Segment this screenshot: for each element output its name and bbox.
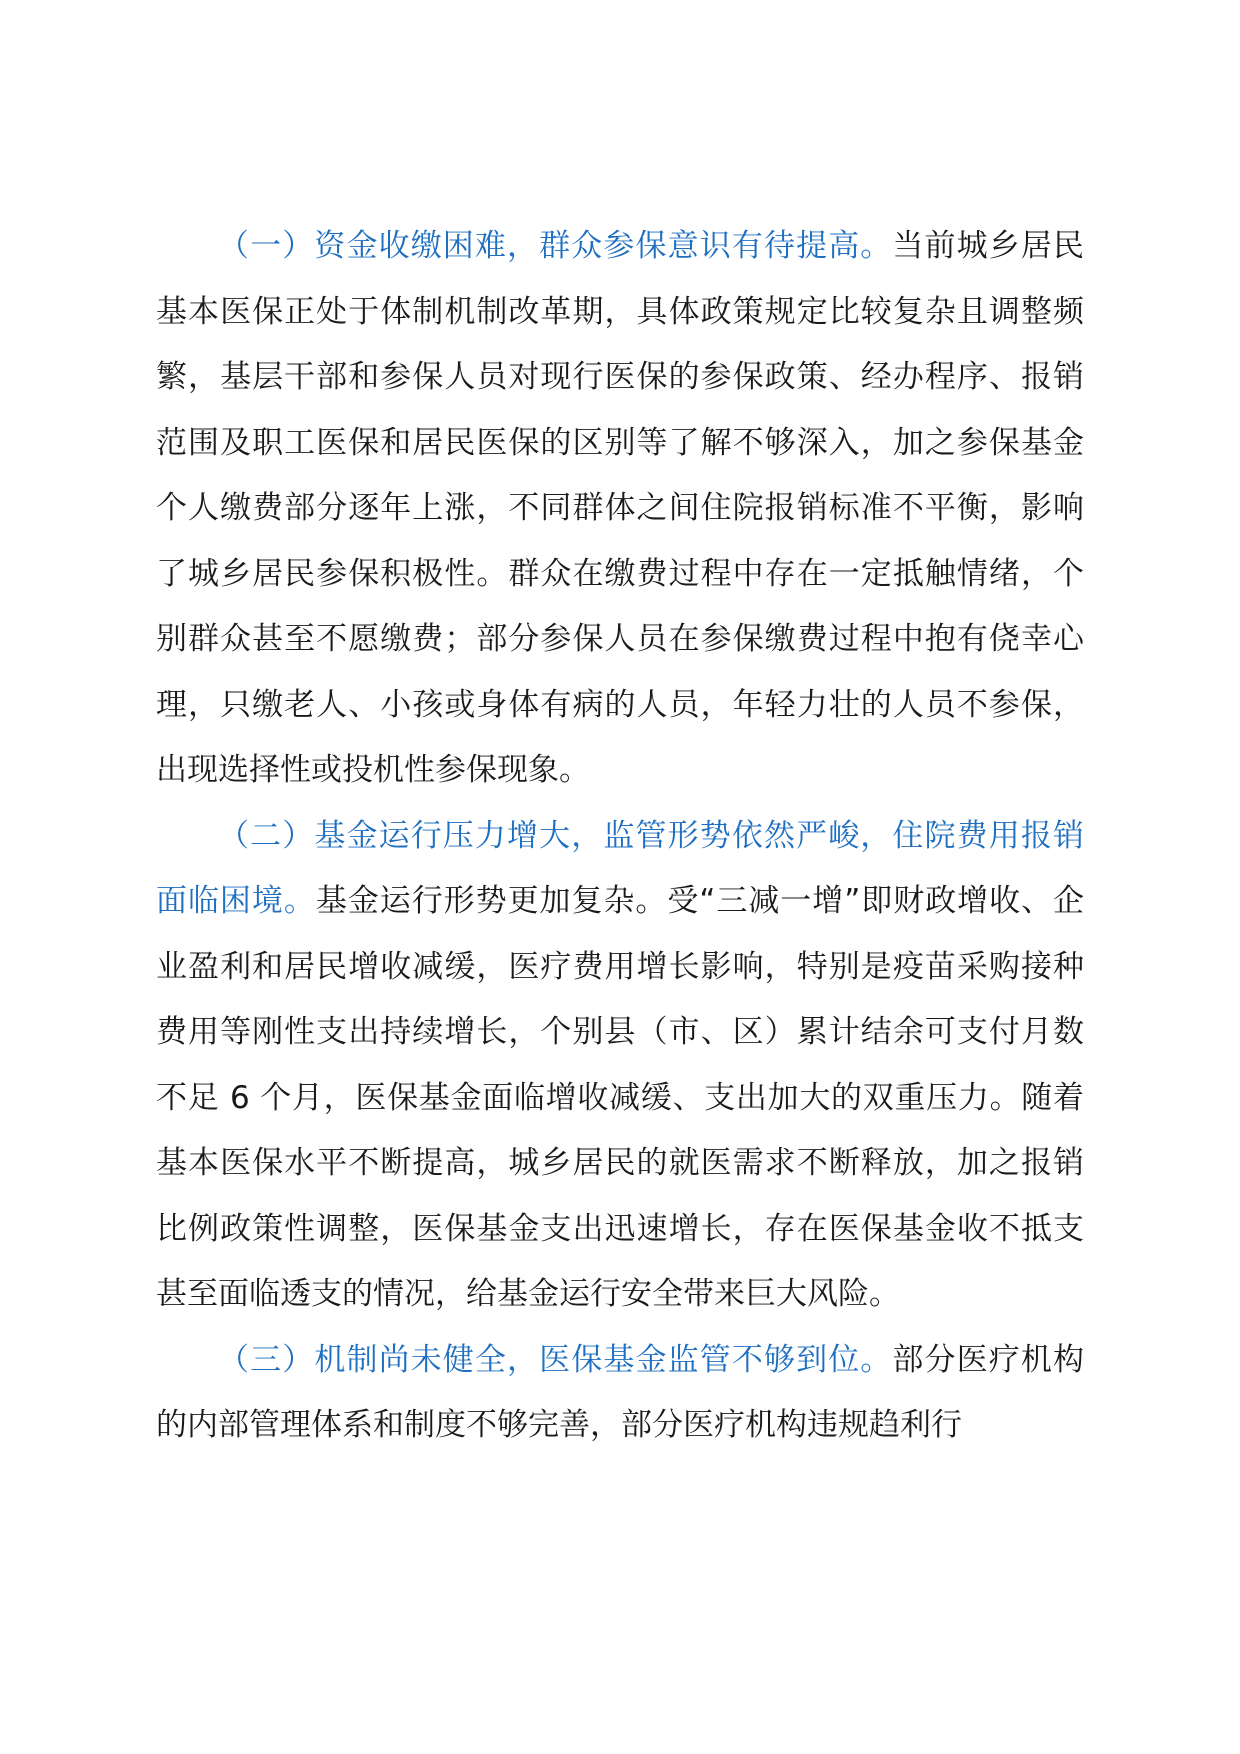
paragraph-1 [156, 214, 1084, 804]
section-heading-3: （三）机制尚未健全，医保基金监管不够到位。 [218, 1341, 893, 1378]
paragraph-3 [156, 1328, 1084, 1459]
paragraph-2 [156, 804, 1084, 1328]
section-heading-2: （二）基金运行压力增大，监管形势依然严峻，住院费用报销面临困境。 [156, 817, 1084, 919]
section-heading-1: （一）资金收缴困难，群众参保意识有待提高。 [218, 228, 893, 264]
paragraph-body-3: 部分医疗机构的内部管理体系和制度不够完善，部分医疗机构违规趋利行 [156, 1341, 1084, 1443]
document-page [156, 214, 1084, 1459]
paragraph-body-2: 基金运行形势更加复杂。受“三减一增”即财政增收、企业盈利和居民增收减缓，医疗费用增长影响，特别是疫苗采购接种费用等刚性支出持续增长，个别县（市、区）累计结余可支付月数不足 6 个月，医保基金面临增收减缓、支出加大的双重压力。随着基本医保水平不断提高，城乡居民的就医需求不断释放，加之报销比例政策性调整，医保基金支出迅速增长，存在医保基金收不抵支甚至面临透支的情况，给基金运行安全带来巨大风险。 [156, 883, 1084, 1312]
paragraph-body-1: 当前城乡居民基本医保正处于体制机制改革期，具体政策规定比较复杂且调整频繁，基层干部和参保人员对现行医保的参保政策、经办程序、报销范围及职工医保和居民医保的区别等了解不够深入，加之参保基金个人缴费部分逐年上涨，不同群体之间住院报销标准不平衡，影响了城乡居民参保积极性。群众在缴费过程中存在一定抵触情绪，个别群众甚至不愿缴费；部分参保人员在参保缴费过程中抱有侥幸心理，只缴老人、小孩或身体有病的人员，年轻力壮的人员不参保，出现选择性或投机性参保现象。 [156, 228, 1084, 788]
